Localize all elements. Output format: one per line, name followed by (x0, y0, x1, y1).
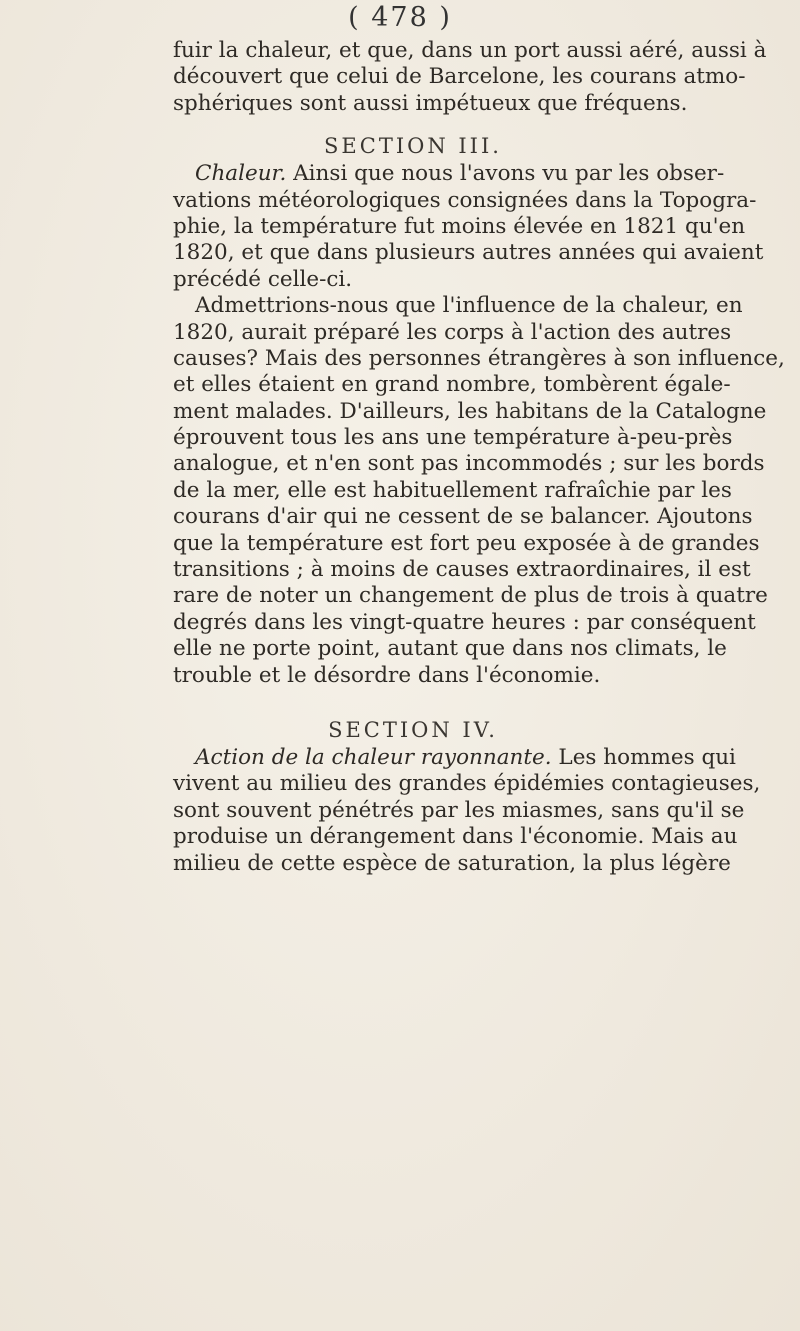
text-line: sphériques sont aussi impétueux que fréquens. (173, 90, 688, 116)
text-line: vivent au milieu des grandes épidémies contagieuses, (173, 771, 761, 797)
section-lead: Chaleur. (195, 161, 287, 187)
text-line: précédé celle-ci. (173, 266, 353, 292)
text-line: courans d'air qui ne cessent de se balancer. Ajoutons (173, 504, 753, 530)
section-heading: SECTION III. (324, 134, 502, 159)
text-line: sont souvent pénétrés par les miasmes, sans qu'il se (173, 797, 745, 823)
text-line: elle ne porte point, autant que dans nos climats, le (173, 636, 727, 662)
text-line: vations météorologiques consignées dans la Topogra- (173, 187, 757, 213)
text-line: analogue, et n'en sont pas incommodés ; sur les bords (173, 451, 765, 477)
text-block (173, 38, 785, 877)
text-line: et elles étaient en grand nombre, tombèrent égale- (173, 372, 731, 398)
text-line: rare de noter un changement de plus de trois à quatre (173, 583, 768, 609)
text-line: Chaleur. Ainsi que nous l'avons vu par les obser- (195, 161, 725, 187)
text-line: milieu de cette espèce de saturation, la plus légère (173, 850, 731, 876)
text-line: que la température est fort peu exposée à de grandes (173, 530, 760, 556)
page-number: ( 478 ) (348, 2, 452, 33)
text-line: ment malades. D'ailleurs, les habitans de la Catalogne (173, 398, 767, 424)
text-line: 1820, et que dans plusieurs autres années qui avaient (173, 240, 764, 266)
section-heading: SECTION IV. (328, 717, 498, 742)
text-line: degrés dans les vingt-quatre heures : par conséquent (173, 609, 756, 635)
text-line: découvert que celui de Barcelone, les courans atmo- (173, 64, 746, 90)
text-line: de la mer, elle est habituellement rafraîchie par les (173, 477, 732, 503)
text-line: phie, la température fut moins élevée en 1821 qu'en (173, 213, 746, 239)
section-lead: Action de la chaleur rayonnante. (195, 744, 552, 770)
text-line: éprouvent tous les ans une température à-peu-près (173, 425, 733, 451)
text-line: transitions ; à moins de causes extraordinaires, il est (173, 557, 751, 583)
text-line: fuir la chaleur, et que, dans un port aussi aéré, aussi à (173, 38, 767, 63)
text-line: 1820, aurait préparé les corps à l'action des autres (173, 319, 732, 345)
text-line: Admettrions-nous que l'influence de la chaleur, en (195, 293, 743, 319)
text-line: produise un dérangement dans l'économie. Mais au (173, 824, 738, 850)
text-line: Action de la chaleur rayonnante. Les hommes qui (195, 744, 736, 770)
text-line: trouble et le désordre dans l'économie. (173, 662, 601, 688)
text-line: causes? Mais des personnes étrangères à son influence, (173, 345, 785, 371)
